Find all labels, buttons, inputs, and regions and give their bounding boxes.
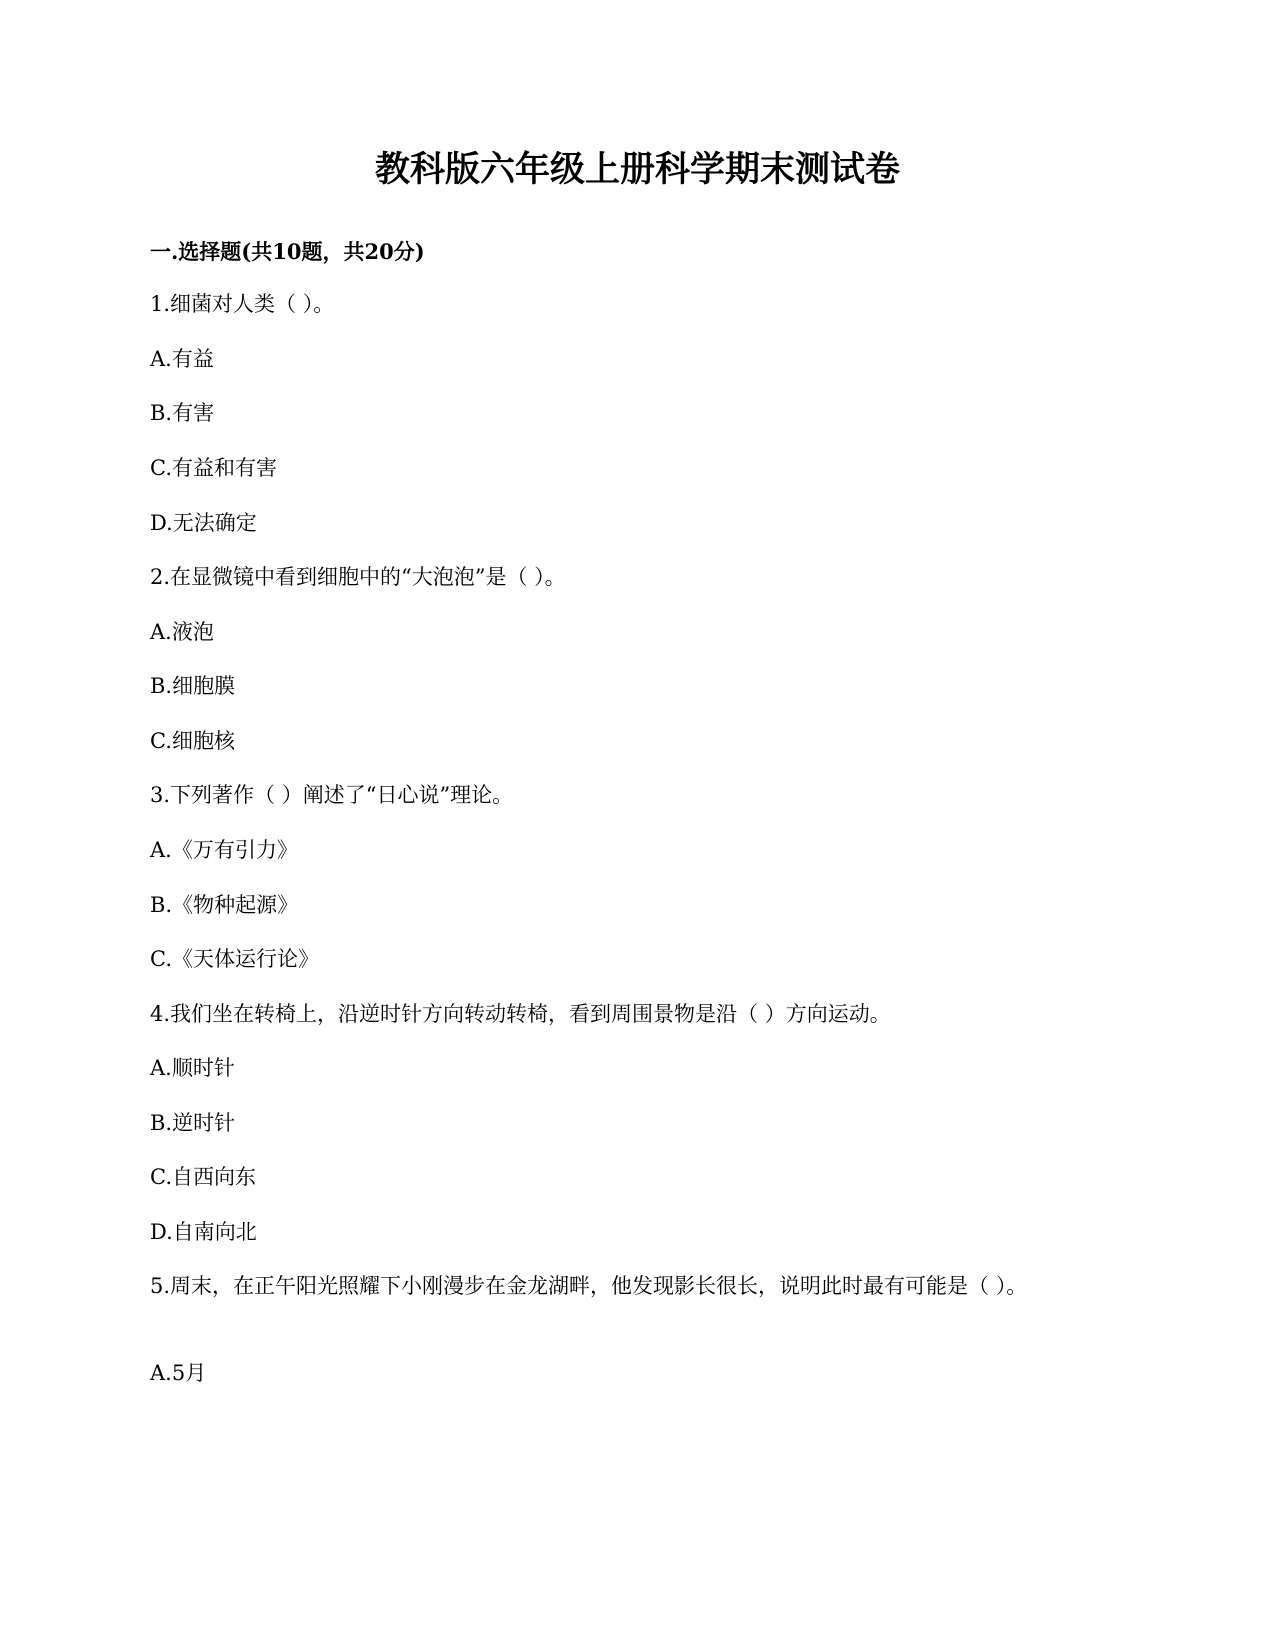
question-4-option-d: D.自南向北 bbox=[150, 1220, 257, 1244]
question-1-option-a: A.有益 bbox=[150, 347, 214, 371]
question-4-option-c: C.自西向东 bbox=[150, 1165, 256, 1189]
question-3-stem: 3.下列著作（ ）阐述了“日心说”理论。 bbox=[150, 783, 514, 807]
question-3-option-a: A.《万有引力》 bbox=[150, 838, 298, 862]
question-5-option-a: A.5月 bbox=[150, 1361, 207, 1385]
question-4-option-b: B.逆时针 bbox=[150, 1111, 236, 1135]
question-1-option-b: B.有害 bbox=[150, 401, 215, 425]
question-1-option-c: C.有益和有害 bbox=[150, 456, 277, 480]
question-5-stem: 5.周末，在正午阳光照耀下小刚漫步在金龙湖畔，他发现影长很长，说明此时最有可能是（ ）。 bbox=[150, 1274, 1028, 1298]
question-2-option-b: B.细胞膜 bbox=[150, 674, 236, 698]
question-1-stem: 1.细菌对人类（ ）。 bbox=[150, 292, 335, 316]
question-4-stem: 4.我们坐在转椅上，沿逆时针方向转动转椅，看到周围景物是沿（ ）方向运动。 bbox=[150, 1002, 891, 1026]
question-2-stem: 2.在显微镜中看到细胞中的“大泡泡”是（ ）。 bbox=[150, 565, 566, 589]
question-2-option-a: A.液泡 bbox=[150, 620, 214, 644]
question-3-option-c: C.《天体运行论》 bbox=[150, 947, 319, 971]
section-heading-multiple-choice: 一.选择题(共10题，共20分) bbox=[150, 239, 425, 264]
question-4-option-a: A.顺时针 bbox=[150, 1056, 235, 1080]
question-3-option-b: B.《物种起源》 bbox=[150, 893, 299, 917]
exam-title: 教科版六年级上册科学期末测试卷 bbox=[374, 149, 900, 190]
question-1-option-d: D.无法确定 bbox=[150, 511, 257, 535]
question-2-option-c: C.细胞核 bbox=[150, 729, 235, 753]
